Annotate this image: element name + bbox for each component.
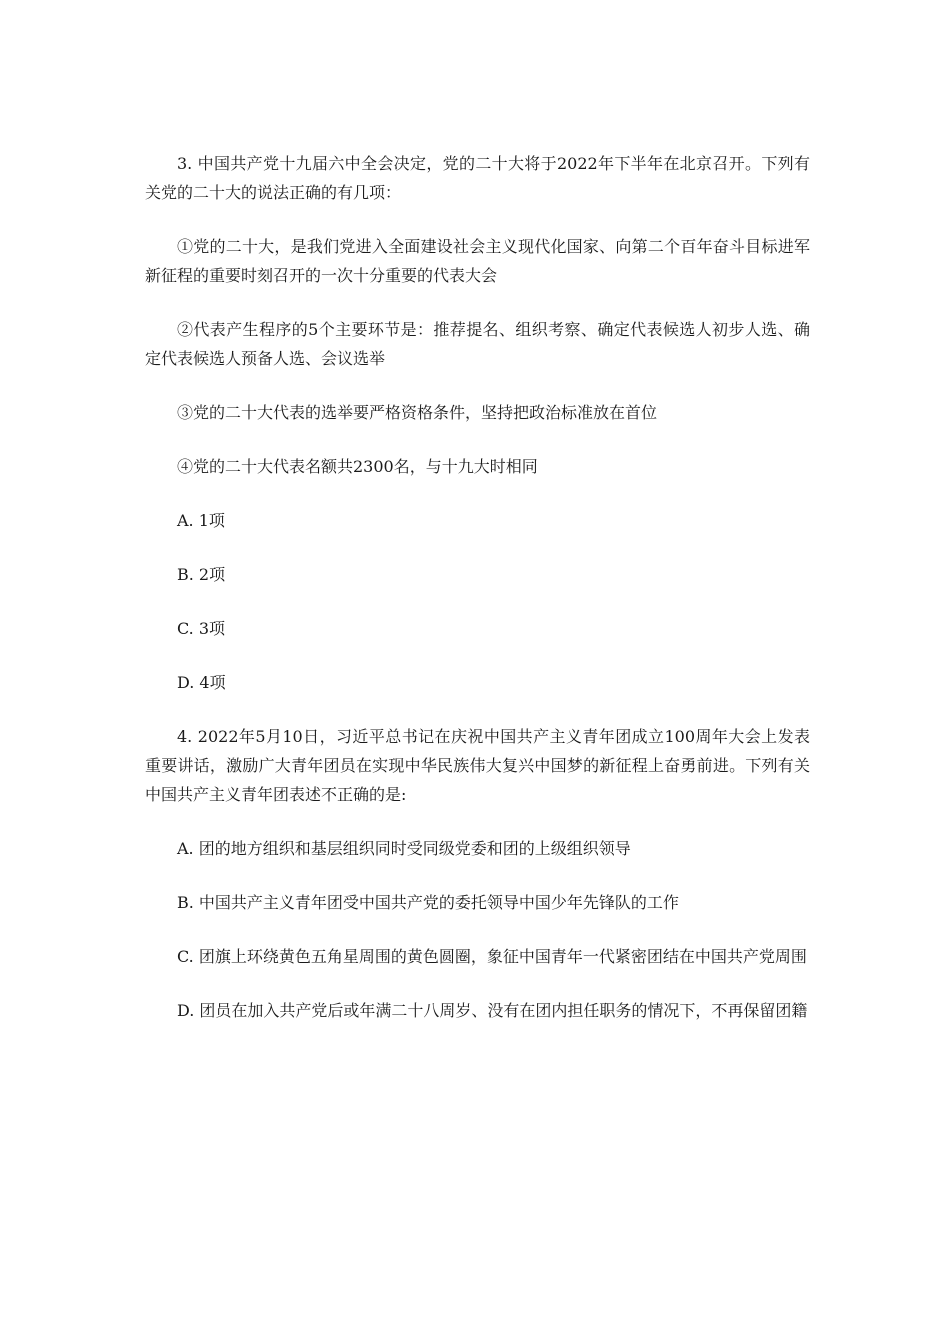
question-3-option-a: A. 1项 [177,511,225,530]
question-3-statement-2: ②代表产生程序的5个主要环节是：推荐提名、组织考察、确定代表候选人初步人选、确定代表候选人预备人选、会议选举 [145,320,810,368]
question-4-option-b: B. 中国共产主义青年团受中国共产党的委托领导中国少年先锋队的工作 [177,893,679,912]
question-3-statement-1: ①党的二十大，是我们党进入全面建设社会主义现代化国家、向第二个百年奋斗目标进军新征程的重要时刻召开的一次十分重要的代表大会 [145,237,810,285]
question-3-statement-3: ③党的二十大代表的选举要严格资格条件，坚持把政治标准放在首位 [177,403,658,422]
question-3-option-b: B. 2项 [177,565,226,584]
question-3-option-d: D. 4项 [177,673,226,692]
document-body [145,149,810,1050]
question-4-option-d: D. 团员在加入共产党后或年满二十八周岁、没有在团内担任职务的情况下，不再保留团籍 [177,1001,808,1020]
question-4-option-c: C. 团旗上环绕黄色五角星周围的黄色圆圈，象征中国青年一代紧密团结在中国共产党周围 [177,947,807,966]
question-3-statement-4: ④党的二十大代表名额共2300名，与十九大时相同 [177,457,538,476]
question-3-option-c: C. 3项 [177,619,226,638]
question-4-option-a: A. 团的地方组织和基层组织同时受同级党委和团的上级组织领导 [177,839,631,858]
question-4-stem: 4. 2022年5月10日，习近平总书记在庆祝中国共产主义青年团成立100周年大会上发表重要讲话，激励广大青年团员在实现中华民族伟大复兴中国梦的新征程上奋勇前进。下列有关中国共产主义青年团表述不正确的是: [145,727,810,804]
question-3-stem: 3. 中国共产党十九届六中全会决定，党的二十大将于2022年下半年在北京召开。下列有关党的二十大的说法正确的有几项： [145,154,810,202]
